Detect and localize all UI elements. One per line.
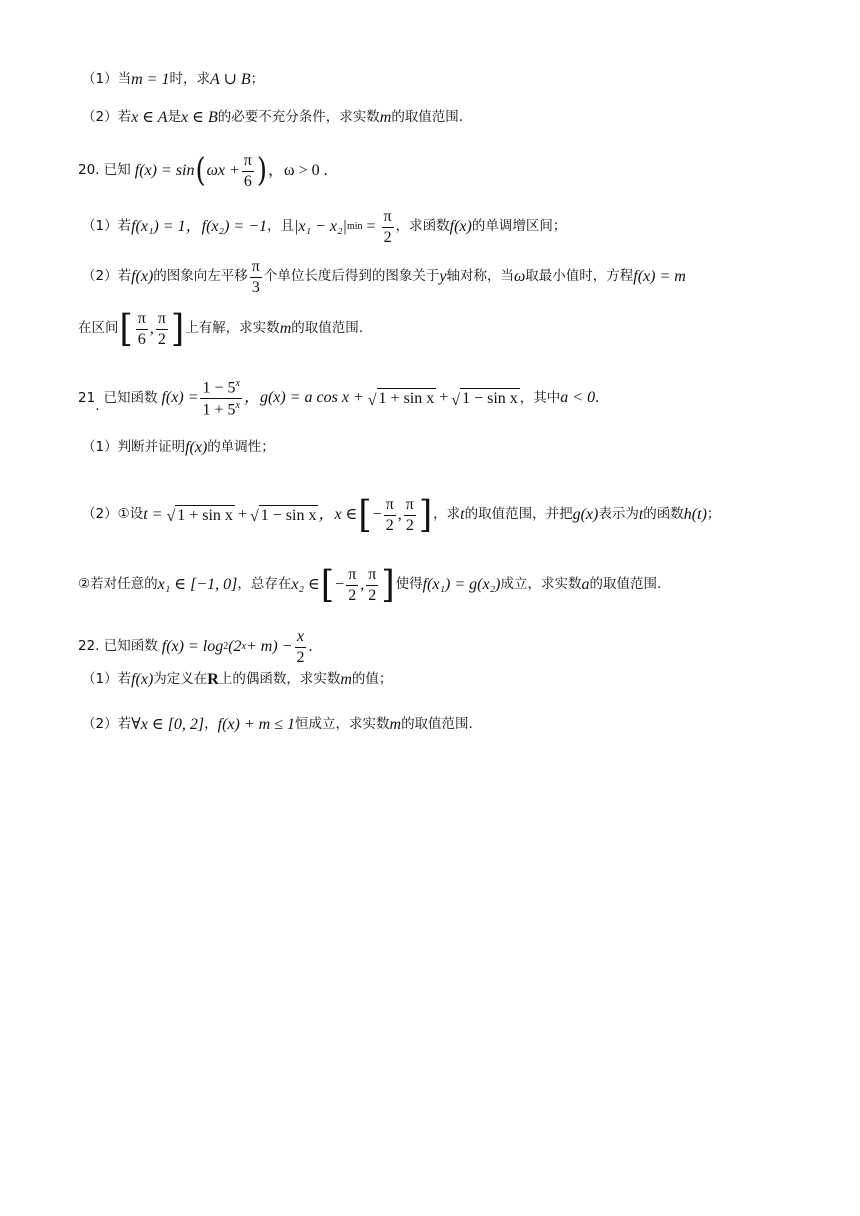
q21-p3-hi xyxy=(366,566,378,604)
q21-p2-c: 表示为 xyxy=(598,506,639,523)
q21-p2-t3: t xyxy=(638,506,644,524)
q20-p2-y: y xyxy=(439,268,447,286)
q21-part3: ②若对任意的 x₁ ∈ [−1, 0] ，总存在 x₂ ∈ [ − $\frac{\pi}{2}$ , $\frac{\pi}{2}$ ] 使得 f(x₁) = g(x₂) 成立，求实数 a 的取值范围. xyxy=(78,563,662,608)
q20-p2-pi: π xyxy=(250,258,262,278)
q20-interval-lo xyxy=(136,310,148,348)
q21-num-expr: 1 − 5 xyxy=(202,379,236,397)
q20-p1-and: ，且 xyxy=(267,218,295,235)
q19-p2-c: x ∈ B xyxy=(181,109,218,126)
q22-p2-m: m xyxy=(389,716,402,733)
q20-interval-right-bracket: ] xyxy=(170,307,185,352)
q21-p2-plus: + xyxy=(237,506,247,524)
q21-fraction xyxy=(200,378,241,419)
q22-p1-a: 为定义在 xyxy=(153,671,208,688)
q21-p2-end: ； xyxy=(706,506,721,523)
q21-p2-pi2: π xyxy=(404,496,416,516)
q20-p1-f1: f(x₁) = 1 xyxy=(131,218,186,236)
q22-arg-end: + m) − xyxy=(246,638,293,656)
q20-six: 6 xyxy=(243,172,252,190)
q19-p1-expr: A ∪ B xyxy=(209,71,251,88)
q21-p2-h: h(t) xyxy=(683,506,707,524)
q20-int-two: 2 xyxy=(157,330,166,348)
q22-x: x xyxy=(295,628,306,648)
q20-int-pi2: π xyxy=(156,310,168,330)
q20-p1-two: 2 xyxy=(383,228,392,246)
q20-p1-tail: ，求函数 xyxy=(395,218,450,235)
q20-p2-f2: 上有解，求实数 xyxy=(185,320,280,337)
q21-p2-sqrt2-rad: 1 − sin x xyxy=(260,507,317,524)
q20-pi-over-2 xyxy=(382,208,394,246)
q22-p1-b: 上的偶函数，求实数 xyxy=(218,671,341,688)
q20-p1-f2: ，f(x₂) = −1 xyxy=(185,218,268,236)
q20-p1-abs: |x₁ − x₂| xyxy=(294,218,347,236)
q20-p2-end: 的取值范围. xyxy=(291,320,364,337)
q19-p1-cond: m = 1 xyxy=(131,71,170,88)
q20-pi-over-6 xyxy=(242,152,254,190)
q20-p2-b: 个单位长度后得到的图象关于 xyxy=(263,268,440,285)
q20-stem xyxy=(78,152,800,190)
q20-left-paren: ( xyxy=(195,152,206,190)
q21-p2-b: 的取值范围，并把 xyxy=(464,506,573,523)
q20-p2-e: 在区间 xyxy=(78,320,119,337)
q19-p2-d: 的必要不充分条件，求实数 xyxy=(217,109,380,126)
q21-p2-x-in: ，x ∈ xyxy=(318,506,358,524)
q21-p2-left-bracket: [ xyxy=(358,493,372,538)
q21-part2: （2）①设 t = √ 1 + sin x + √ 1 − sin x ，x ∈ [ − $\frac{\pi}{2}$ , $\frac{\pi}{2}$ ] ，求 t 的取值范围，并把 g(x) 表示为 t 的函数 h(t) ； xyxy=(82,493,721,538)
q21-p2-t: t = xyxy=(143,506,163,524)
q21-dot: . xyxy=(95,397,100,414)
q20-p2-label: （2）若 xyxy=(82,268,132,285)
q21-p2-a: ，求 xyxy=(433,506,461,523)
q21-fx: f(x) = xyxy=(161,389,199,407)
q21-p2-t2: t xyxy=(460,506,465,524)
q21-p2-label: （2）①设 xyxy=(82,506,144,523)
q21-p2-sqrt2: √ 1 − sin x xyxy=(249,507,317,526)
q21-p2-two2: 2 xyxy=(405,516,414,534)
q21-p2-d: 的函数 xyxy=(643,506,684,523)
q21-p2-hi xyxy=(404,496,416,534)
q22-end: . xyxy=(308,638,313,656)
q21-p2-g: g(x) xyxy=(572,506,599,524)
q21-den-sup: x xyxy=(235,399,240,411)
q19-p1-mid: 时，求 xyxy=(169,71,210,88)
q21-p2-minus: − xyxy=(372,506,382,524)
q21-end: . xyxy=(595,389,600,407)
q21-sqrt2: √ 1 − sin x xyxy=(451,390,518,409)
q20-p2-three: 3 xyxy=(251,278,260,296)
q21-p3-label: ②若对任意的 xyxy=(78,576,158,593)
q20-part2-line1 xyxy=(78,258,800,296)
q20-part1 xyxy=(78,208,800,246)
q21-a-lt: a < 0 xyxy=(560,389,596,407)
q21-den-expr: 1 + 5 xyxy=(202,401,236,419)
q20-p2-eq: f(x) = m xyxy=(633,268,686,286)
q21-p3-minus: − xyxy=(335,576,345,594)
q22-x-sup: x xyxy=(241,641,246,653)
q21-p3-a: ，总存在 xyxy=(237,576,292,593)
q22-base: 2 xyxy=(223,641,229,653)
q21-p3-left-bracket: [ xyxy=(320,563,335,608)
q20-omega-cond: ，ω > 0 . xyxy=(268,162,328,180)
q22-p2-label: （2）若 xyxy=(82,716,132,733)
q21-p3-lo xyxy=(346,566,358,604)
q20-p1-end: 的单调增区间； xyxy=(471,218,567,235)
q20-p2-c: 轴对称，当 xyxy=(446,268,514,285)
q21-p3-pi2: π xyxy=(366,566,378,586)
q20-p1-eq: = xyxy=(366,218,376,236)
q21-gx: ，g(x) = a cos x + xyxy=(243,389,364,407)
q22-x-over-2 xyxy=(294,628,306,666)
q22-p1-label: （1）若 xyxy=(82,671,132,688)
q22-p1-end: 的值； xyxy=(351,671,393,688)
q22-p2-end: 的取值范围. xyxy=(401,716,473,733)
q21-p2-sqrt1: √ 1 + sin x xyxy=(166,507,233,526)
q22-p2-forall: ∀x ∈ [0, 2] xyxy=(131,716,205,733)
q21-sqrt1: √ 1 + sin x xyxy=(367,390,435,409)
q21-num-sup: x xyxy=(235,378,240,389)
q22-p1-m: m xyxy=(340,671,352,688)
q20-int-six: 6 xyxy=(137,330,146,348)
q20-right-paren: ) xyxy=(256,152,268,190)
q19-part1 xyxy=(78,72,800,88)
q21-p3-two1: 2 xyxy=(348,586,357,604)
q21-p2-right-bracket: ] xyxy=(418,493,433,538)
q20-pi: π xyxy=(242,152,254,172)
q21-sqrt2-rad: 1 − sin x xyxy=(462,390,518,408)
q19-p1-label: （1）当 xyxy=(82,71,132,88)
q22-number: 22. 已知函数 xyxy=(78,638,158,655)
q21-sqrt1-rad: 1 + sin x xyxy=(378,390,435,408)
q21-p3-a2: a xyxy=(581,576,590,594)
q20-p2-m: m xyxy=(279,320,292,338)
q21-part1 xyxy=(78,440,800,456)
q21-p1-f: f(x) xyxy=(185,439,208,456)
q21-p3-pi1: π xyxy=(346,566,358,586)
q20-p2-f: f(x) xyxy=(131,268,154,286)
q22-arg: (2 xyxy=(228,638,242,656)
q20-part2-line2: 在区间 [ $\frac{\pi}{6}$ , $\frac{\pi}{2}$ ] 上有解，求实数 m 的取值范围. xyxy=(78,307,364,352)
q20-pi-over-3 xyxy=(250,258,262,296)
q19-part2 xyxy=(78,110,800,126)
q20-p1-pi: π xyxy=(382,208,394,228)
q21-stem xyxy=(78,378,800,419)
q20-interval-left-bracket: [ xyxy=(119,307,133,352)
q20-int-pi1: π xyxy=(136,310,148,330)
q21-p1-end: 的单调性； xyxy=(207,439,275,456)
q22-p2-comma: ， xyxy=(204,716,218,733)
q21-cond: ，其中 xyxy=(519,389,561,406)
q21-p3-x2: x₂ ∈ xyxy=(291,576,320,594)
q22-p1-f: f(x) xyxy=(131,671,154,688)
q21-intro: 已知函数 xyxy=(103,389,158,406)
q21-p3-x1: x₁ ∈ [−1, 0] xyxy=(157,576,238,594)
q21-p3-c: 成立，求实数 xyxy=(500,576,582,593)
q20-p1-min: min xyxy=(346,221,363,233)
q19-p1-end: ； xyxy=(250,71,265,88)
q22-stem xyxy=(78,628,800,666)
q20-p2-omega: ω xyxy=(513,268,526,286)
q21-p2-pi1: π xyxy=(384,496,396,516)
q20-p2-a: 的图象向左平移 xyxy=(153,268,248,285)
q21-p2-two1: 2 xyxy=(385,516,394,534)
q21-p3-two2: 2 xyxy=(368,586,377,604)
q21-p3-eq: f(x₁) = g(x₂) xyxy=(422,576,501,594)
q19-p2-a: x ∈ A xyxy=(131,109,168,126)
q21-p1-label: （1）判断并证明 xyxy=(82,439,186,456)
q20-p1-f: f(x) xyxy=(449,218,472,236)
q22-two: 2 xyxy=(296,648,305,666)
q20-number: 20. 已知 xyxy=(78,162,131,179)
q19-p2-label: （2）若 xyxy=(82,109,132,126)
q20-omega-x: ωx + xyxy=(206,162,240,180)
q20-interval-hi xyxy=(156,310,168,348)
q21-p3-b: 使得 xyxy=(395,576,423,593)
q22-p2-ineq: f(x) + m ≤ 1 xyxy=(217,716,295,733)
q19-p2-b: 是 xyxy=(167,109,182,126)
q19-p2-end: 的取值范围. xyxy=(391,109,464,126)
q22-part1 xyxy=(78,672,800,688)
q21-p3-end: 的取值范围. xyxy=(589,576,662,593)
q21-p2-lo xyxy=(384,496,396,534)
q22-fx: f(x) = log xyxy=(161,638,224,656)
q22-p2-a: 恒成立，求实数 xyxy=(295,716,390,733)
q21-p3-right-bracket: ] xyxy=(381,563,395,608)
q21-p2-sqrt1-rad: 1 + sin x xyxy=(177,507,233,524)
q20-fx: f(x) = sin xyxy=(134,162,195,180)
q22-part2 xyxy=(78,717,800,733)
q22-p1-R: R xyxy=(207,671,219,688)
q21-plus: + xyxy=(439,389,449,407)
q20-p1-label: （1）若 xyxy=(82,218,132,235)
q21-number: 21 xyxy=(78,389,96,406)
q19-p2-m: m xyxy=(379,109,392,126)
q20-p2-d: 取最小值时，方程 xyxy=(525,268,634,285)
